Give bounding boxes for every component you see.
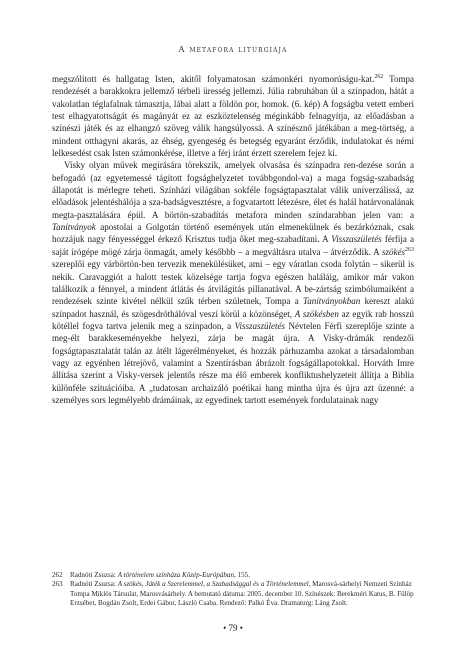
text-run: Visky olyan művek megírására törekszik, amelyek olvasása és színpadra ren-dezése során a befogadó (az egyetemessé tágított fogsághelyzetet továbbgondol-va) a maga fogság-szabadság állapotát is mérlegre teheti. Színházi világában sokféle fogságtapasztalat válik univerzálissá, az előadások jelentéshálója a sza-badságvesztésre, a fogvatartott létezésre, élet és halál határvonalának megta-pasztalására épül. A börtön-szabadítás metafora minden színdarabban jelen van: a (52, 160, 414, 220)
italic-title: szökés (381, 246, 405, 257)
footnote-262 (52, 571, 414, 580)
page-number: • 79 • (223, 623, 243, 633)
italic-title: Visszaszületés (331, 234, 382, 245)
footnote-text (70, 580, 414, 608)
footnotes (52, 571, 414, 609)
footnote-ref: 262 (374, 74, 384, 80)
text-run: férfija a saját írógépe mögé zárja önmagát, amely későbbb – a megváltásra utalva – átvérződik. A (52, 234, 415, 257)
text-run: Radnóti Zsuzsa: (70, 571, 118, 579)
footnote-number: 263 (52, 580, 63, 589)
text-run: , Marosvá-sárhelyi Nemzeti Színház Tompa Miklós Társulat, Marosvásárhely. A bemutató dátuma: 2005. december 10. Színészek: Berekméri Katus, B. Fülöp Erzsébet, Bogdán Zsolt, Erdei Gábor, László Csaba. Rendező: Palkó Éva. Dramaturg: Láng Zsolt. (70, 580, 414, 608)
text-run: Radnóti Zsuzsa: (70, 580, 118, 589)
text-run: Névtelen Férfi szereplője szinte a meg-élt barakkeseményekbe helyezi, zárja be magát újra. A Visky-drámák rendezői fogságtapasztalatát talán az átélt lágerélményeket, és hozzák párhuzamba azokat a társadalomban vagy az egyénben létrejövő, valamint a Szentírásban ábrázolt fogságállapotokkal. Horváth Imre állítása szerint a Visky-versek jelentős része ma élő emberek konfliktushelyzeteit állítja a Biblia különféle szituációiba. A „tudatosan archaizáló poétikai hang mintha újra és újra azt üzenné: a személyes sors legmélyebb drámáinak, az egyedinek tartott események fordulatainak nagy (52, 320, 414, 405)
text-run: kereszt alakú színpadot használ, és szögesdróthálóval veszi körül a közönséget, (52, 296, 414, 319)
text-run: megszólított és hallgatag Isten, akitől folyamatosan számonkéri nyomorúságu-kat. (52, 74, 375, 84)
italic-title: A szökésben (294, 308, 339, 319)
paragraph-1 (52, 73, 414, 159)
text-run: Tompa rendezését a barakkokra jellemző térbeli üresség jellemzi. Júlia rabruhában ül a színpadon, hátát a vakolatlan téglafalnak támasztja, lábai alatt a földön por, homok. (6. kép) A fogságba vetett emberi test elhagyatottságát és magányát ez az eszköztelenség méginkább felnagyítja, az előadásban a színészi játék és az elhangzó szöveg válik hangsúlyossá. A színésznő játékában a meg-törtség, a mindent otthagyni akarás, az éhség, gyengeség és betegség egyaránt érződik, indulatokat és némi lelkesedést csak Isten számonkérése, illetve a férj iránt érzett szerelem fejez ki. (52, 74, 414, 159)
italic-title: A történelem színháza Közép-Európában (117, 571, 235, 579)
body-text (52, 73, 414, 406)
paragraph-2 (52, 159, 414, 406)
text-run: , 155. (234, 571, 250, 579)
text-run: az egyik rab hosszú kötéllel fogva tartva jelenik meg a színpadon, a (52, 308, 415, 331)
footnote-text (70, 571, 414, 580)
text-run: szereplői egy várbörtön-ben tervezik menekülésüket, ami – egy váratlan csoda folytán – sikerül is nekik. Caravaggiót a halott testek közelsége tartja fogva egészen haláláig, amikor már vakon találkozik a fénnyel, a mindent átlátás és átvilágítás pillanatával. A be-zártság szimbólumaiként a rendezések szinte kivétel nélkül szűk térben születnek, Tompa a (52, 259, 414, 307)
italic-title: Tanítványok (52, 222, 96, 233)
italic-title: A szökés, Játék a Szerelemmel, a Szabadsággal és a Történelemmel (117, 580, 309, 589)
running-head: A metafora liturgiája (178, 44, 288, 54)
footnote-number: 262 (52, 571, 63, 579)
text-run: apostolai a Golgotán történő események után elmenekülnek és bezárkóznak, csak hozzájuk nagy fényességgel érkező Krisztus tudja őket meg-szabadítani. A (52, 222, 414, 245)
italic-title: Tanítványokban (303, 296, 361, 307)
italic-title: Visszaszületés (234, 320, 286, 331)
footnote-ref: 263 (405, 246, 414, 253)
footnote-263 (52, 580, 414, 608)
